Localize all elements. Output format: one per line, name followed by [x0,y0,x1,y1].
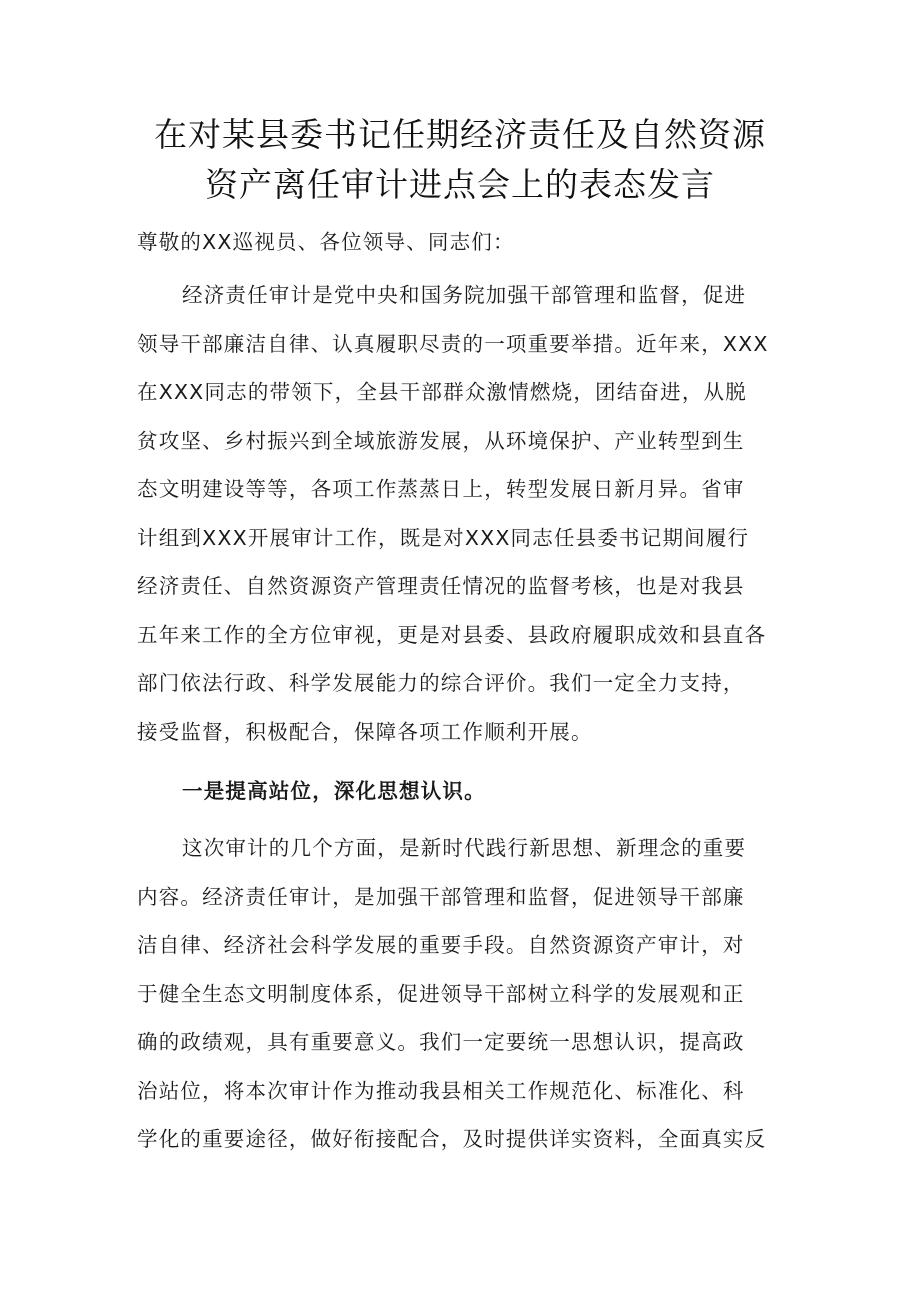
paragraph-2-line: 治站位，将本次审计作为推动我县相关工作规范化、标准化、科 [137,1078,745,1103]
paragraph-1-line: 经济责任、自然资源资产管理责任情况的监督考核，也是对我县 [137,574,745,598]
document-title [100,110,820,210]
paragraph-1-line: 经济责任审计是党中央和国务院加强干部管理和监督，促进 [182,283,747,307]
paragraph-2-line: 这次审计的几个方面，是新时代践行新思想、新理念的重要 [182,836,747,860]
salutation [137,218,789,267]
paragraph-1-line: 部门依法行政、科学发展能力的综合评价。我们一定全力支持， [137,671,745,695]
title-line-1: 在对某县委书记任期经济责任及自然资源 [154,115,766,154]
paragraph-2-line: 学化的重要途径，做好衔接配合，及时提供详实资料，全面真实反 [137,1127,767,1151]
salutation-text: 尊敬的XX巡视员、各位领导、同志们： [137,230,515,254]
paragraph-1-line: 领导干部廉洁自律、认真履职尽责的一项重要举措。近年来，XXX [137,331,769,356]
paragraph-1 [137,271,789,756]
paragraph-2-line: 洁自律、经济社会科学发展的重要手段。自然资源资产审计，对 [137,933,745,957]
paragraph-2-line: 内容。经济责任审计，是加强干部管理和监督，促进领导干部廉 [137,884,745,909]
paragraph-1-line: 贫攻坚、乡村振兴到全域旅游发展，从环境保护、产业转型到生 [137,428,745,453]
section-heading-1-text: 一是提高站位，深化思想认识。 [182,779,486,803]
paragraph-2 [137,824,789,1164]
paragraph-1-line: 在XXX同志的带领下，全县干部群众激情燃烧，团结奋进，从脱 [137,380,747,404]
title-line-2: 资产离任审计进点会上的表态发言 [205,165,715,204]
paragraph-1-line: 计组到XXX开展审计工作，既是对XXX同志任县委书记期间履行 [137,525,750,550]
paragraph-1-line: 态文明建设等等，各项工作蒸蒸日上，转型发展日新月异。省审 [137,477,745,501]
paragraph-1-line: 接受监督，积极配合，保障各项工作顺利开展。 [137,719,593,744]
paragraph-2-line: 于健全生态文明制度体系，促进领导干部树立科学的发展观和正 [137,981,745,1006]
paragraph-2-line: 确的政绩观，具有重要意义。我们一定要统一思想认识，提高政 [137,1030,745,1054]
section-heading-1 [137,767,789,816]
paragraph-1-line: 五年来工作的全方位审视，更是对县委、县政府履职成效和县直各 [137,622,767,647]
